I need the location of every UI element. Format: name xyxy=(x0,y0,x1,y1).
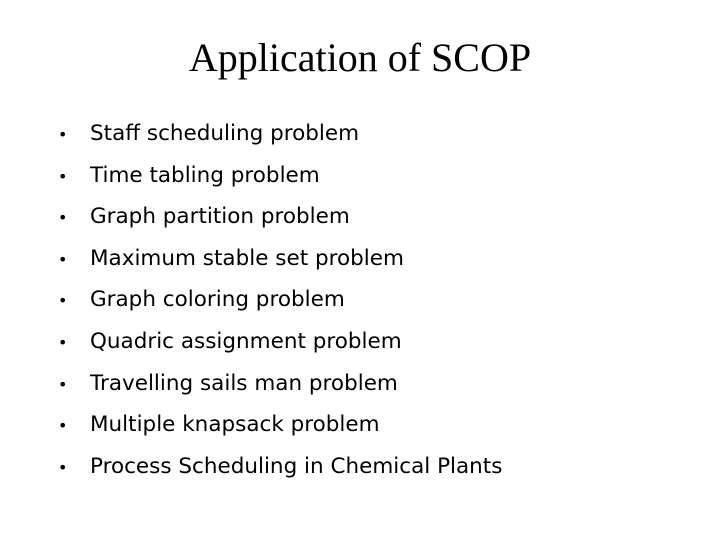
list-item xyxy=(50,156,502,198)
list-item-text: Graph partition problem xyxy=(90,204,350,230)
bullet-icon: • xyxy=(58,249,68,269)
list-item xyxy=(50,322,502,364)
bullet-list xyxy=(50,114,502,488)
list-item xyxy=(50,280,502,322)
bullet-icon: • xyxy=(58,208,68,228)
list-item-text: Staff scheduling problem xyxy=(90,121,360,146)
list-item xyxy=(50,405,502,447)
bullet-icon: • xyxy=(58,125,68,144)
list-item-text: Multiple knapsack problem xyxy=(90,412,380,438)
list-item xyxy=(50,447,502,489)
list-item xyxy=(50,239,502,281)
list-item-text: Travelling sails man problem xyxy=(90,370,398,396)
list-item-text: Graph coloring problem xyxy=(90,287,345,313)
list-item xyxy=(50,364,502,406)
list-item-text: Maximum stable set problem xyxy=(90,245,404,271)
slide-title: Application of SCOP xyxy=(188,35,532,80)
bullet-icon: • xyxy=(58,457,68,477)
list-item xyxy=(50,114,502,156)
list-item-text: Process Scheduling in Chemical Plants xyxy=(90,453,503,479)
bullet-icon: • xyxy=(58,291,68,311)
list-item-text: Time tabling problem xyxy=(90,162,320,188)
bullet-icon: • xyxy=(58,332,68,352)
list-item xyxy=(50,197,502,239)
bullet-icon: • xyxy=(58,374,68,394)
bullet-icon: • xyxy=(58,166,68,186)
bullet-icon: • xyxy=(58,416,68,436)
list-item-text: Quadric assignment problem xyxy=(90,328,402,354)
